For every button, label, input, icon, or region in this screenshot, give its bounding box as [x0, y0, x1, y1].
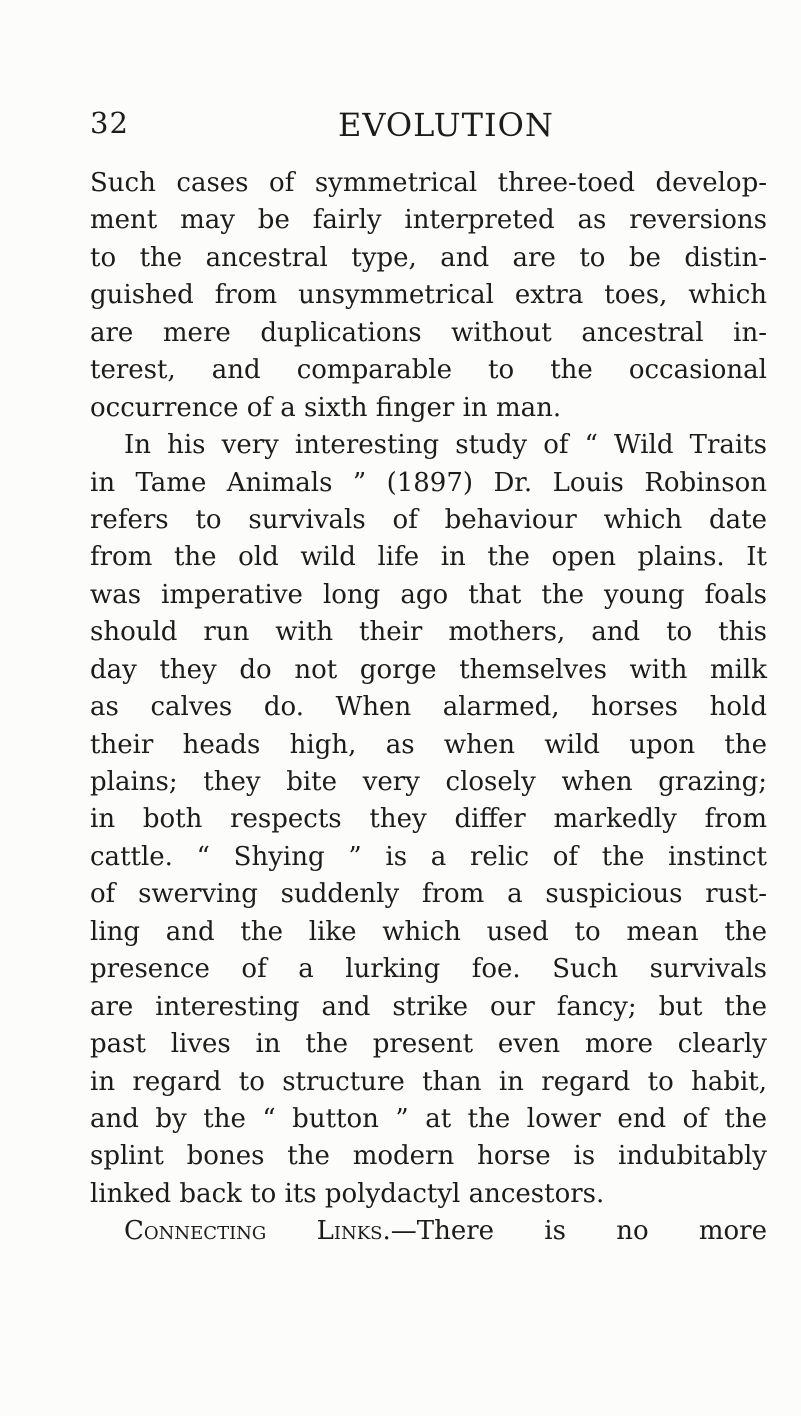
text-line: terest, and comparable to the occasional — [90, 355, 767, 386]
running-head — [90, 106, 760, 156]
section-heading: Connecting Links. — [124, 1216, 391, 1247]
text-line: day they do not gorge themselves with milk — [90, 654, 767, 685]
text-line: ling and the like which used to mean the — [90, 916, 767, 947]
text-line: presence of a lurking foe. Such survivals — [90, 954, 767, 985]
text-line: linked back to its polydactyl ancestors. — [90, 1178, 605, 1209]
text-line: guished from unsymmetrical extra toes, which — [90, 280, 767, 311]
text-line: occurrence of a sixth finger in man. — [90, 392, 562, 423]
text-line: splint bones the modern horse is indubitably — [90, 1141, 767, 1172]
text-line: In his very interesting study of “ Wild Traits — [124, 430, 767, 461]
text-line: and by the “ button ” at the lower end of the — [90, 1103, 767, 1134]
text-line: Such cases of symmetrical three-toed develop- — [90, 168, 767, 198]
body-text — [90, 165, 767, 1251]
section-tail: —There is no more — [390, 1216, 768, 1247]
running-title: EVOLUTION — [338, 106, 554, 144]
text-line: in Tame Animals ” (1897) Dr. Louis Robinson — [90, 467, 767, 498]
text-line: as calves do. When alarmed, horses hold — [90, 692, 767, 723]
text-line: plains; they bite very closely when grazing; — [90, 767, 767, 797]
text-line: to the ancestral type, and are to be distin- — [90, 242, 767, 273]
text-line: ment may be fairly interpreted as reversions — [90, 205, 767, 236]
page-number: 32 — [90, 106, 129, 140]
text-line: should run with their mothers, and to this — [90, 617, 767, 648]
text-line: past lives in the present even more clearly — [90, 1029, 767, 1060]
text-line: refers to survivals of behaviour which date — [90, 504, 767, 535]
text-line: in both respects they differ markedly from — [90, 804, 767, 835]
text-line: was imperative long ago that the young foals — [90, 579, 767, 610]
text-line: from the old wild life in the open plains. It — [90, 542, 767, 573]
text-line: are mere duplications without ancestral in- — [90, 317, 767, 348]
text-line: are interesting and strike our fancy; but the — [90, 991, 767, 1022]
text-line: in regard to structure than in regard to habit, — [90, 1066, 767, 1097]
text-line: their heads high, as when wild upon the — [90, 729, 767, 760]
text-line: cattle. “ Shying ” is a relic of the instinct — [90, 841, 767, 872]
text-line: of swerving suddenly from a suspicious rust- — [90, 879, 767, 910]
section-line — [90, 1213, 767, 1250]
